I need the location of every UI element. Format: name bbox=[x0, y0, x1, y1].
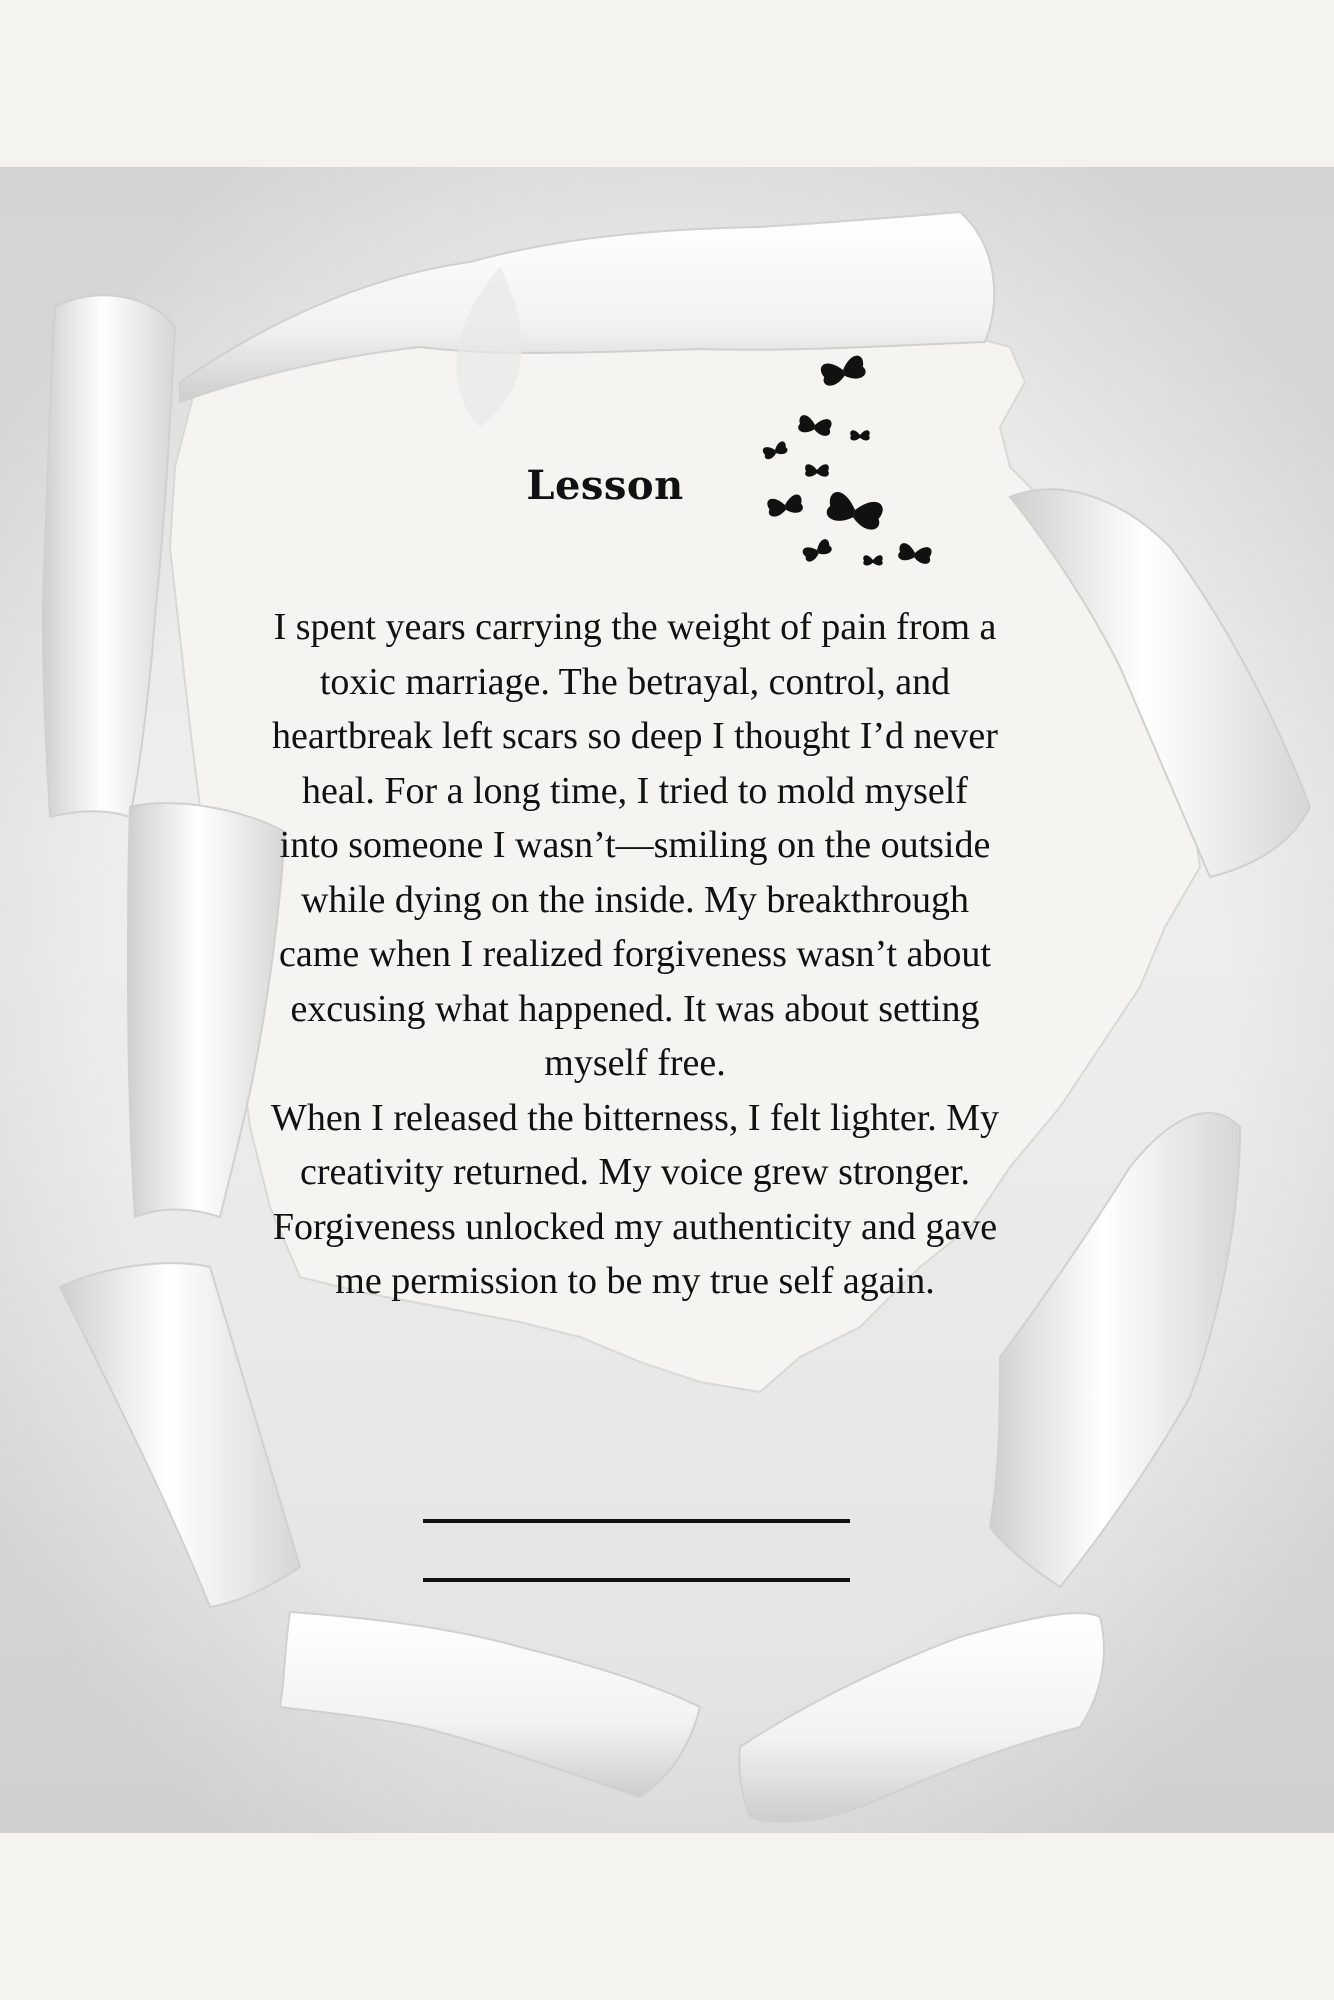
answer-line bbox=[423, 1519, 850, 1523]
paragraph: I spent years carrying the weight of pain from a toxic marriage. The betrayal, control, and heartbreak left scars so deep I thought I’d never heal. For a long time, I tried to mold myself into someone I wasn’t—smiling on the outside while dying on the inside. My breakthrough came when I realized forgiveness wasn’t about excusing what happened. It was about setting myself free. bbox=[272, 606, 998, 1084]
reflection-text bbox=[270, 600, 1000, 1309]
answer-line bbox=[423, 1578, 850, 1582]
page-title: Lesson bbox=[526, 462, 684, 509]
butterflies-icon bbox=[755, 345, 955, 585]
paragraph: When I released the bitterness, I felt lighter. My creativity returned. My voice grew stronger. Forgiveness unlocked my authenticity and gave me permission to be my true self again. bbox=[270, 1096, 1000, 1302]
